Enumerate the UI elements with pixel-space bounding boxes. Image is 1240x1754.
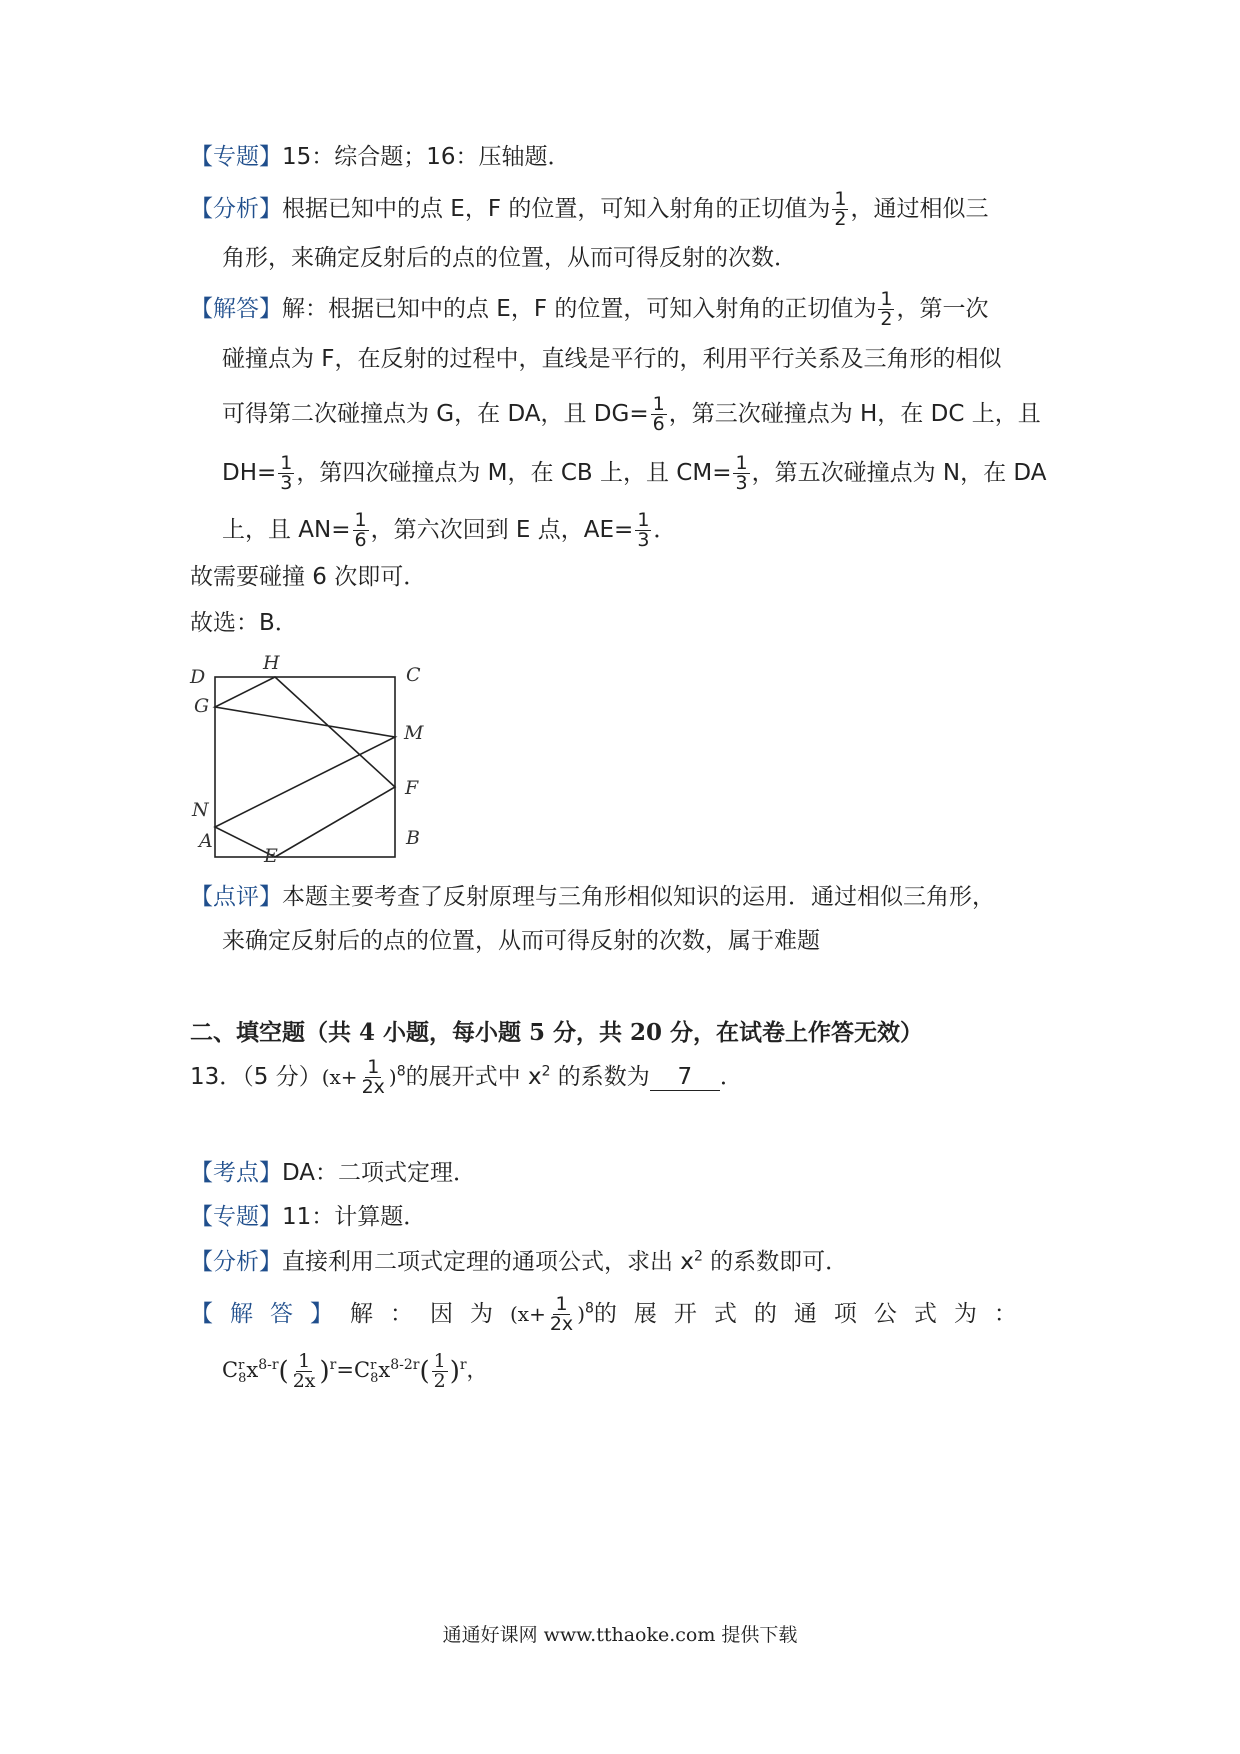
analysis-line-2: 角形，来确定反射后的点的位置，从而可得反射的次数． [222,245,797,271]
solution2-text: 解：因为 [350,1301,510,1327]
kaodian-tag: 【考点】 [190,1160,282,1186]
exponent: r [459,1357,467,1373]
equals: = [336,1358,354,1382]
analysis2-tag: 【分析】 [190,1249,282,1275]
kaodian-text: DA：二项式定理． [282,1160,477,1186]
solution-text: DH= [222,460,277,486]
fraction: $\frac{1}{3}$ [280,452,293,494]
answer-blank: 7 [650,1064,720,1091]
variable: x [246,1358,259,1382]
reflection-path [215,677,395,857]
page-footer: 通通好课网 www.tthaoke.com 提供下载 [442,1624,798,1646]
solution-text: ． [653,517,677,543]
label-B: B [406,827,420,849]
topic-text: 15：综合题；16：压轴题． [282,144,571,170]
solution-text: ，第四次碰撞点为 M，在 CB 上，且 CM= [296,460,732,486]
label-H: H [263,652,280,674]
exponent: 2 [693,1248,703,1265]
solution2-text: 的展开式的通项公式为： [593,1301,1034,1327]
exponent: 2 [541,1063,551,1080]
exponent: r [329,1357,337,1373]
combination-upper: r [238,1357,245,1373]
solution-line-4 [222,454,1092,493]
analysis2-text: 的系数即可． [702,1249,849,1275]
solution-line-5 [222,511,1092,550]
solution-text: 可得第二次碰撞点为 G，在 DA，且 DG= [222,401,649,427]
label-C: C [406,664,421,686]
solution-text: ，第五次碰撞点为 N，在 DA [751,460,1047,486]
kaodian-line [190,1158,1060,1188]
expression: ) [577,1302,585,1326]
fraction: $\frac{1}{3}$ [637,509,650,551]
variable: x [378,1358,391,1382]
solution-line-1 [190,290,1060,329]
solution-text: 上，且 AN= [222,517,351,543]
solution-text: 解：根据已知中的点 E，F 的位置，可知入射角的正切值为 [282,296,877,322]
combination-lower: 8 [370,1370,379,1386]
review-text: 本题主要考查了反射原理与三角形相似知识的运用．通过相似三角形， [282,884,995,910]
fraction: $\frac{1}{3}$ [735,452,748,494]
fraction: $\frac{1}{2x}$ [549,1293,574,1335]
question-number: 13．（5 分） [190,1064,322,1090]
fraction: $\frac{1}{2x}$ [292,1350,316,1392]
conclusion-2: 故选：B． [190,610,298,636]
solution-tag: 【解答】 [190,296,282,322]
fraction: $\frac{1}{2}$ [433,1350,446,1392]
exponent: 8-r [258,1357,279,1373]
section-title: 二、填空题（共 4 小题，每小题 5 分，共 20 分，在试卷上作答无效） [190,1019,924,1046]
combination-lower: 8 [238,1370,247,1386]
solution2-line-1 [190,1295,1060,1334]
label-M: M [404,722,424,744]
paren-close: ) [449,1356,460,1387]
question-13 [190,1058,1060,1097]
analysis2-text: 直接利用二项式定理的通项公式，求出 x [282,1249,694,1275]
combination-symbol: C [222,1358,239,1382]
expression: ) [388,1065,397,1089]
review-tag: 【点评】 [190,884,282,910]
solution2-tag: 【解答】 [190,1301,350,1327]
solution-line-3 [222,395,1092,434]
analysis-line-1 [190,190,1060,229]
question-text: 的展开式中 x [405,1064,542,1090]
combination-upper: r [370,1357,377,1373]
topic2-tag: 【专题】 [190,1204,282,1230]
review-line-2: 来确定反射后的点的位置，从而可得反射的次数，属于难题 [222,928,820,954]
fraction: $\frac{1}{6}$ [354,509,367,551]
analysis2-line [190,1247,1060,1277]
exponent: 8 [585,1300,594,1317]
analysis-text-1a: 根据已知中的点 E，F 的位置，可知入射角的正切值为 [282,196,831,222]
label-G: G [194,695,210,717]
paren-open: ( [278,1356,289,1387]
topic2-line [190,1202,1060,1232]
solution-line-2: 碰撞点为 F，在反射的过程中，直线是平行的，利用平行关系及三角形的相似 [222,346,1002,372]
label-F: F [405,777,419,799]
review-line-1 [190,882,1060,912]
topic2-text: 11：计算题． [282,1204,427,1230]
comma: ， [466,1358,488,1382]
fraction: $\frac{1}{2}$ [880,288,893,330]
label-E: E [264,845,278,867]
analysis-text-1b: ，通过相似三 [850,196,989,222]
conclusion-1: 故需要碰撞 6 次即可． [190,564,427,590]
general-term-formula [222,1352,1092,1391]
label-D: D [190,666,206,688]
label-N: N [192,799,209,821]
topic-line [190,142,1060,172]
exponent: 8-2r [390,1357,420,1373]
fraction: $\frac{1}{2x}$ [361,1056,385,1098]
solution-text: ，第一次 [896,296,989,322]
label-A: A [199,830,213,852]
paren-close: ) [319,1356,330,1387]
fraction: $\frac{1}{6}$ [652,393,665,435]
paren-open: ( [419,1356,430,1387]
combination-symbol: C [353,1358,371,1382]
topic-tag: 【专题】 [190,144,282,170]
question-text: ． [719,1064,743,1090]
fraction: $\frac{1}{2}$ [834,188,847,230]
solution-text: ，第六次回到 E 点，AE= [370,517,634,543]
question-text: 的系数为 [550,1064,650,1090]
exponent: 8 [396,1063,406,1080]
reflection-diagram [180,650,440,880]
expression: (x+ [510,1302,546,1326]
analysis-tag: 【分析】 [190,196,282,222]
solution-text: ，第三次碰撞点为 H，在 DC 上，且 [668,401,1041,427]
expression: (x+ [321,1065,358,1089]
